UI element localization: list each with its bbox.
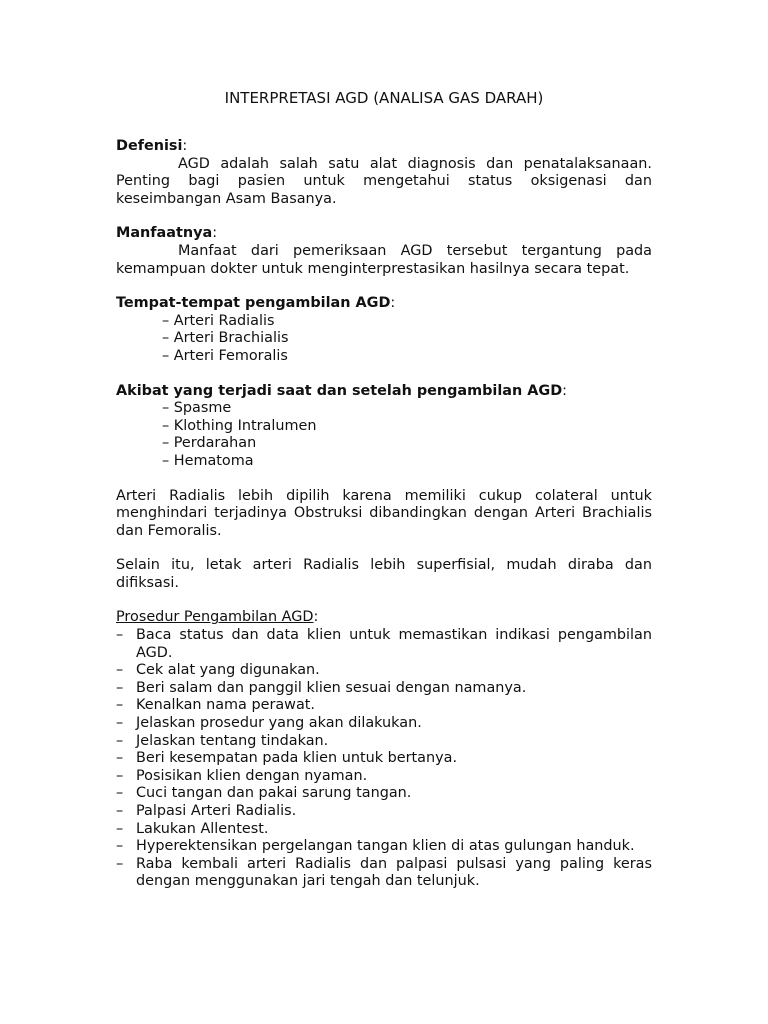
dash-marker: – [116, 715, 124, 732]
list-item-text: Jelaskan prosedur yang akan dilakukan. [136, 715, 422, 732]
list-item [116, 856, 652, 891]
list-item [116, 627, 652, 662]
dash-marker: – [116, 750, 124, 767]
list-item [116, 768, 652, 786]
section-akibat [116, 383, 652, 471]
dash-marker: – [116, 662, 124, 679]
list-item-text: Cuci tangan dan pakai sarung tangan. [136, 785, 412, 802]
list-item [116, 838, 652, 856]
list-item-text: Jelaskan tentang tindakan. [136, 732, 329, 749]
prosedur-heading: Prosedur Pengambilan AGD [116, 609, 314, 626]
dash-marker: – [116, 838, 124, 855]
list-item [116, 785, 652, 803]
list-item-text: Hyperektensikan pergelangan tangan klien di atas gulungan handuk. [136, 838, 635, 855]
list-item-text: Lakukan Allentest. [136, 820, 269, 837]
prosedur-list [116, 627, 652, 891]
dash-marker: – [116, 679, 124, 696]
list-item [116, 662, 652, 680]
list-item [116, 733, 652, 751]
tempat-heading: Tempat-tempat pengambilan AGD [116, 295, 391, 312]
list-item: – Hematoma [162, 452, 254, 469]
section-defenisi [116, 138, 652, 208]
list-item-text: Posisikan klien dengan nyaman. [136, 767, 368, 784]
manfaat-heading: Manfaatnya [116, 225, 213, 242]
dash-marker: – [116, 803, 124, 819]
defenisi-heading: Defenisi [116, 138, 183, 154]
list-item: – Perdarahan [162, 435, 257, 452]
dash-marker: – [116, 767, 124, 784]
tempat-list [116, 313, 652, 366]
list-item: – Arteri Brachialis [162, 330, 289, 347]
list-item: – Spasme [162, 400, 232, 417]
paragraph-superfisial: Selain itu, letak arteri Radialis lebih superfisial, mudah diraba dan difiksasi. [116, 557, 652, 591]
list-item [116, 715, 652, 733]
manfaat-text: Manfaat dari pemeriksaan AGD tersebut tergantung pada kemampuan dokter untuk menginterprestasikan hasilnya secara tepat. [116, 242, 652, 277]
tempat-colon: : [390, 295, 396, 312]
document-title: INTERPRETASI AGD (ANALISA GAS DARAH) [224, 89, 544, 107]
list-item: – Klothing Intralumen [162, 417, 317, 434]
list-item-text: Raba kembali arteri Radialis dan palpasi pulsasi yang paling keras dengan menggunakan jari tengah dan telunjuk. [136, 855, 652, 890]
list-item-text: Beri salam dan panggil klien sesuai dengan namanya. [136, 679, 527, 696]
list-item-text: Beri kesempatan pada klien untuk bertanya. [136, 750, 458, 767]
dash-marker: – [116, 855, 124, 872]
paragraph-arteri-radialis: Arteri Radialis lebih dipilih karena memiliki cukup colateral untuk menghindari terjadinya Obstruksi dibandingkan dengan Arteri Brachialis dan Femoralis. [116, 487, 652, 539]
prosedur-colon: : [313, 609, 319, 626]
manfaat-colon: : [212, 225, 218, 242]
list-item [116, 680, 652, 698]
list-item [116, 803, 652, 821]
list-item-text: Kenalkan nama perawat. [136, 697, 315, 714]
defenisi-colon: : [182, 138, 188, 154]
list-item-text: Palpasi Arteri Radialis. [136, 803, 297, 819]
dash-marker: – [116, 785, 124, 802]
akibat-heading: Akibat yang terjadi saat dan setelah pengambilan AGD [116, 382, 563, 399]
list-item: – Arteri Radialis [162, 312, 275, 329]
defenisi-text: AGD adalah salah satu alat diagnosis dan penatalaksanaan. Penting bagi pasien untuk mengetahui status oksigenasi dan keseimbangan Asam Basanya. [116, 155, 652, 207]
dash-marker: – [116, 697, 124, 714]
section-manfaat [116, 225, 652, 278]
list-item [116, 821, 652, 839]
document-page [116, 88, 652, 891]
section-tempat [116, 295, 652, 365]
dash-marker: – [116, 820, 124, 837]
list-item: – Arteri Femoralis [162, 347, 288, 364]
list-item [116, 697, 652, 715]
akibat-colon: : [562, 382, 568, 399]
list-item-text: Cek alat yang digunakan. [136, 662, 320, 679]
list-item [116, 750, 652, 768]
section-prosedur [116, 609, 652, 891]
dash-marker: – [116, 732, 124, 749]
list-item-text: Baca status dan data klien untuk memastikan indikasi pengambilan AGD. [136, 627, 652, 661]
akibat-list [116, 400, 652, 470]
dash-marker: – [116, 627, 124, 644]
